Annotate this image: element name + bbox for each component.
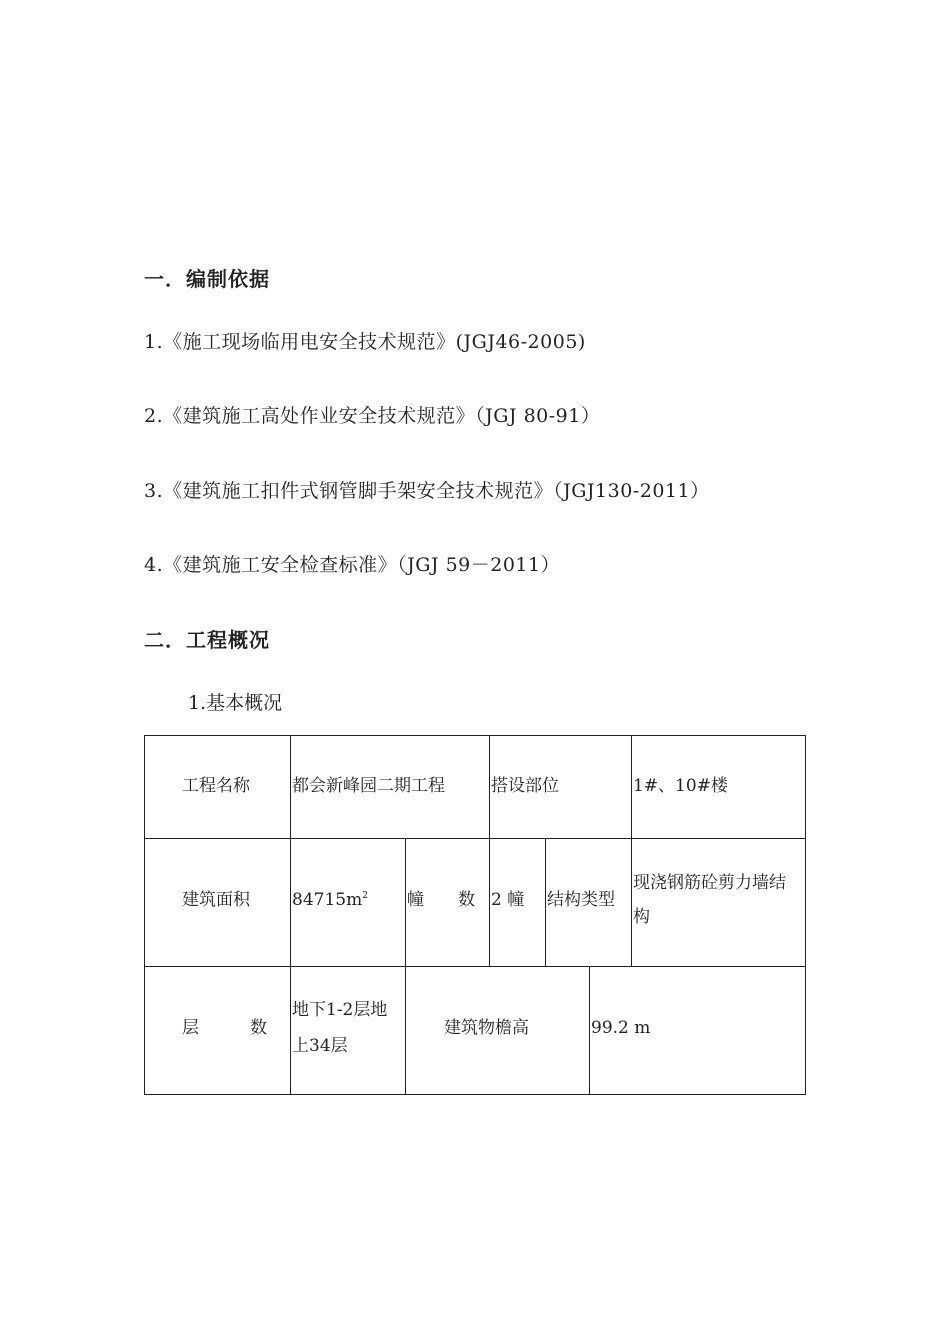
erect-location-value: 1#、10#楼 [633,776,728,796]
table-cell [489,735,632,839]
table-cell [405,966,590,1095]
table-cell [545,838,632,967]
floors-value-line2: 上34层 [292,1036,348,1056]
table-cell [631,735,806,839]
buildings-count-value: 2 幢 [491,890,525,910]
eave-height-label: 建筑物檐高 [444,1018,529,1038]
table-cell [405,838,490,967]
eave-height-value: 99.2 m [591,1018,651,1038]
table-cell [144,735,291,839]
building-area-number: 84715m [292,890,363,910]
project-name-value: 都会新峰园二期工程 [292,776,445,796]
erect-location-label: 搭设部位 [491,776,559,796]
reference-item-1: 1.《施工现场临用电安全技术规范》(JGJ46-2005) [144,331,586,353]
table-cell [144,838,291,967]
building-area-unit-exponent: 2 [362,891,368,901]
table-cell [631,838,806,967]
project-name-label: 工程名称 [182,776,250,796]
section-heading-overview: 二．工程概况 [144,628,270,652]
table-cell [290,966,406,1095]
table-cell [489,838,546,967]
reference-item-2: 2.《建筑施工高处作业安全技术规范》（JGJ 80-91） [144,405,601,427]
reference-item-3: 3.《建筑施工扣件式钢管脚手架安全技术规范》（JGJ130-2011） [144,480,710,502]
section-heading-basis: 一．编制依据 [144,267,270,291]
building-area-label: 建筑面积 [182,890,250,910]
table-cell [589,966,806,1095]
structure-type-value-line2: 构 [633,907,650,927]
floors-label: 层 数 [182,1018,267,1038]
structure-type-label: 结构类型 [547,890,615,910]
buildings-count-label: 幢 数 [407,890,475,910]
table-cell [290,838,406,967]
reference-item-4: 4.《建筑施工安全检查标准》（JGJ 59－2011） [144,554,561,576]
table-cell [144,966,291,1095]
structure-type-value-line1: 现浇钢筋砼剪力墙结 [633,873,786,893]
floors-value-line1: 地下1-2层地 [292,1000,388,1020]
sub-heading-basic-overview: 1.基本概况 [188,692,283,714]
building-area-value [292,883,368,917]
table-cell [290,735,490,839]
